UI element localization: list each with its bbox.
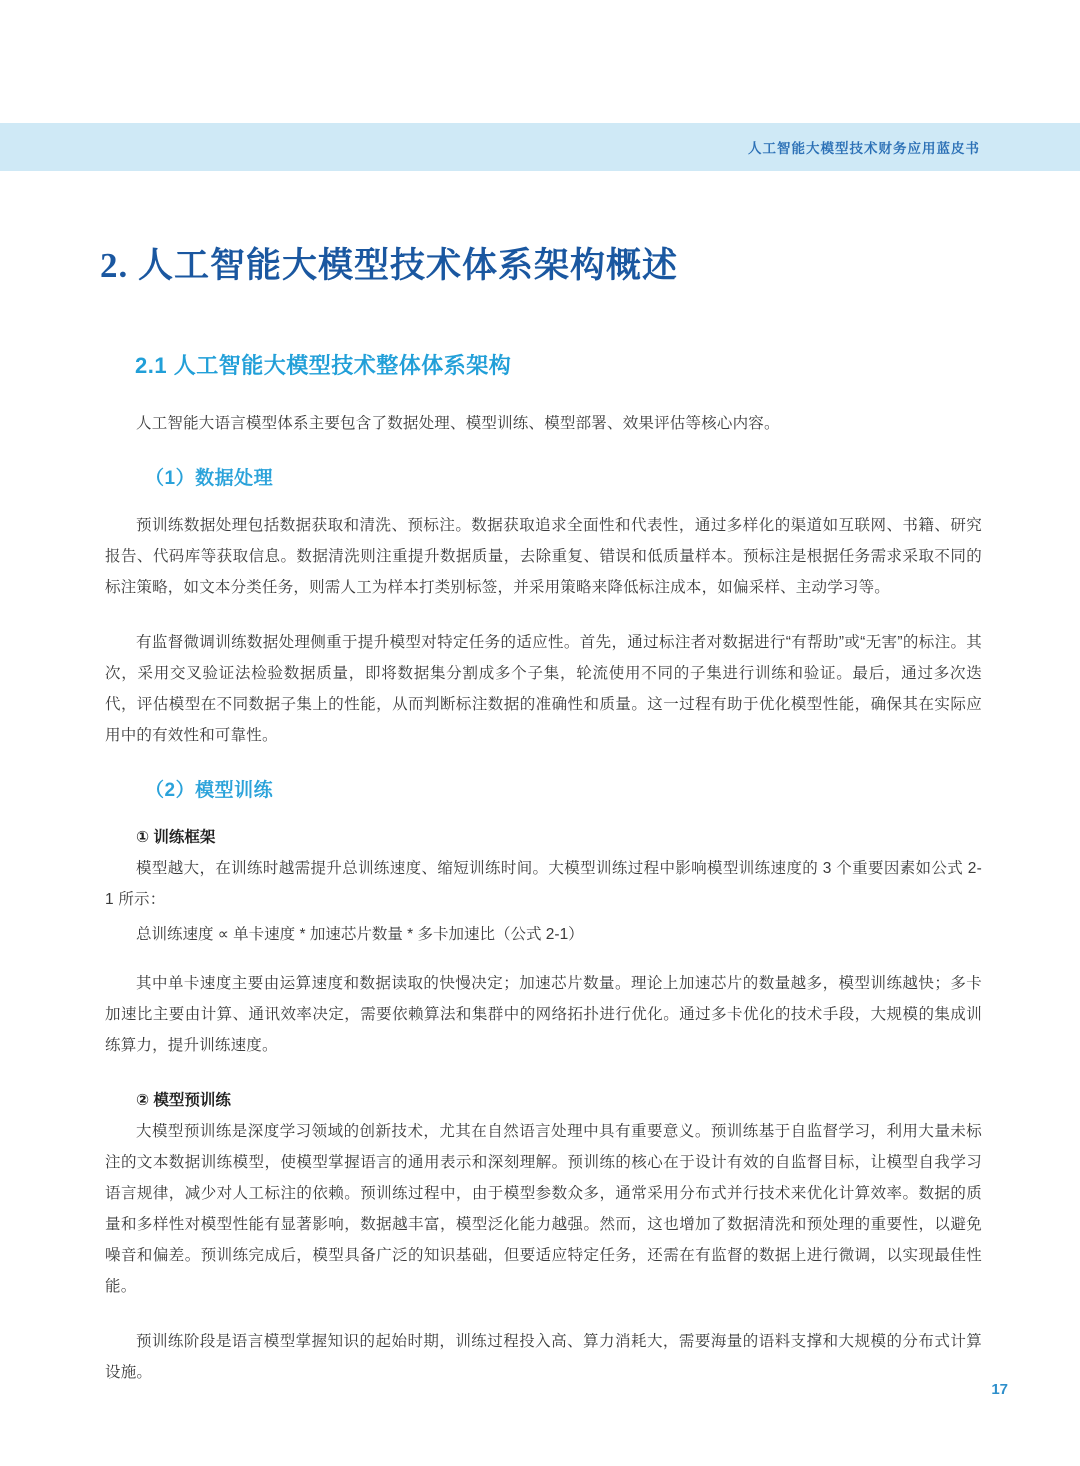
body-paragraph: 有监督微调训练数据处理侧重于提升模型对特定任务的适应性。首先，通过标注者对数据进行“有帮助”或“无害”的标注。其次，采用交叉验证法检验数据质量，即将数据集分割成多个子集，轮流使用不同的子集进行训练和验证。最后，通过多次迭代，评估模型在不同数据子集上的性能，从而判断标注数据的准确性和质量。这一过程有助于优化模型性能，确保其在实际应用中的有效性和可靠性。 — [105, 633, 982, 744]
training-framework-label: ① 训练框架 — [136, 828, 216, 846]
body-paragraph: 大模型预训练是深度学习领域的创新技术，尤其在自然语言处理中具有重要意义。预训练基于自监督学习，利用大量未标注的文本数据训练模型，使模型掌握语言的通用表示和深刻理解。预训练的核心在于设计有效的自监督目标，让模型自我学习语言规律，减少对人工标注的依赖。预训练过程中，由于模型参数众多，通常采用分布式并行技术来优化计算效率。数据的质量和多样性对模型性能有显著影响，数据越丰富，模型泛化能力越强。然而，这也增加了数据清洗和预处理的重要性，以避免噪音和偏差。预训练完成后，模型具备广泛的知识基础，但要适应特定任务，还需在有监督的数据上进行微调，以实现最佳性能。 — [105, 1122, 982, 1295]
subsection-1-heading: （1）数据处理 — [145, 467, 274, 489]
page-number: 17 — [991, 1381, 1008, 1398]
body-paragraph: 其中单卡速度主要由运算速度和数据读取的快慢决定；加速芯片数量。理论上加速芯片的数量越多，模型训练越快；多卡加速比主要由计算、通讯效率决定，需要依赖算法和集群中的网络拓扑进行优化。通过多卡优化的技术手段，大规模的集成训练算力，提升训练速度。 — [105, 974, 982, 1054]
body-paragraph: 预训练数据处理包括数据获取和清洗、预标注。数据获取追求全面性和代表性，通过多样化的渠道如互联网、书籍、研究报告、代码库等获取信息。数据清洗则注重提升数据质量，去除重复、错误和低质量样本。预标注是根据任务需求采取不同的标注策略，如文本分类任务，则需人工为样本打类别标签，并采用策略来降低标注成本，如偏采样、主动学习等。 — [105, 516, 982, 596]
intro-paragraph: 人工智能大语言模型体系主要包含了数据处理、模型训练、模型部署、效果评估等核心内容。 — [136, 414, 780, 432]
chapter-title: 2. 人工智能大模型技术体系架构概述 — [100, 246, 679, 285]
body-paragraph: 预训练阶段是语言模型掌握知识的起始时期，训练过程投入高、算力消耗大，需要海量的语料支撑和大规模的分布式计算设施。 — [105, 1332, 982, 1381]
header-band — [0, 123, 1080, 171]
formula-2-1: 总训练速度 ∝ 单卡速度 * 加速芯片数量 * 多卡加速比（公式 2-1） — [136, 925, 584, 943]
page-content — [100, 243, 982, 1412]
section-heading: 2.1 人工智能大模型技术整体体系架构 — [135, 352, 512, 378]
model-pretraining-label: ② 模型预训练 — [136, 1091, 231, 1109]
subsection-2-heading: （2）模型训练 — [145, 779, 274, 801]
body-paragraph: 模型越大，在训练时越需提升总训练速度、缩短训练时间。大模型训练过程中影响模型训练速度的 3 个重要因素如公式 2-1 所示： — [105, 859, 982, 908]
document-header-title: 人工智能大模型技术财务应用蓝皮书 — [748, 141, 980, 156]
